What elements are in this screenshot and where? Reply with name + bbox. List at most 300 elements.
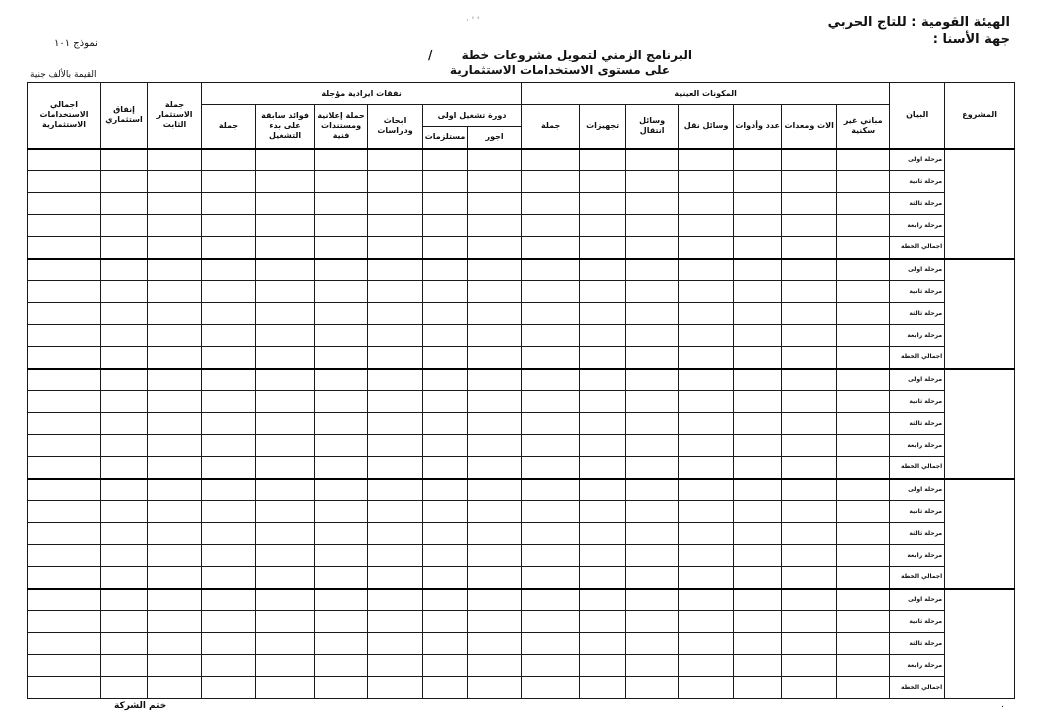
value-cell[interactable] <box>782 303 837 325</box>
value-cell[interactable] <box>315 215 368 237</box>
value-cell[interactable] <box>28 237 101 259</box>
value-cell[interactable] <box>734 171 782 193</box>
value-cell[interactable] <box>315 611 368 633</box>
value-cell[interactable] <box>256 237 315 259</box>
value-cell[interactable] <box>734 523 782 545</box>
value-cell[interactable] <box>202 545 256 567</box>
value-cell[interactable] <box>315 413 368 435</box>
value-cell[interactable] <box>468 523 522 545</box>
value-cell[interactable] <box>580 391 626 413</box>
value-cell[interactable] <box>423 457 468 479</box>
value-cell[interactable] <box>256 193 315 215</box>
value-cell[interactable] <box>837 655 890 677</box>
value-cell[interactable] <box>202 281 256 303</box>
value-cell[interactable] <box>626 501 679 523</box>
value-cell[interactable] <box>28 215 101 237</box>
value-cell[interactable] <box>679 215 734 237</box>
value-cell[interactable] <box>626 677 679 699</box>
value-cell[interactable] <box>734 281 782 303</box>
value-cell[interactable] <box>522 523 580 545</box>
value-cell[interactable] <box>580 303 626 325</box>
value-cell[interactable] <box>28 281 101 303</box>
value-cell[interactable] <box>101 677 148 699</box>
value-cell[interactable] <box>315 523 368 545</box>
value-cell[interactable] <box>148 545 202 567</box>
value-cell[interactable] <box>423 501 468 523</box>
value-cell[interactable] <box>28 611 101 633</box>
value-cell[interactable] <box>679 479 734 501</box>
value-cell[interactable] <box>837 589 890 611</box>
value-cell[interactable] <box>679 435 734 457</box>
value-cell[interactable] <box>580 545 626 567</box>
value-cell[interactable] <box>837 237 890 259</box>
value-cell[interactable] <box>423 655 468 677</box>
value-cell[interactable] <box>423 413 468 435</box>
value-cell[interactable] <box>423 237 468 259</box>
value-cell[interactable] <box>734 633 782 655</box>
value-cell[interactable] <box>734 435 782 457</box>
value-cell[interactable] <box>782 479 837 501</box>
value-cell[interactable] <box>368 611 423 633</box>
value-cell[interactable] <box>679 171 734 193</box>
value-cell[interactable] <box>101 171 148 193</box>
value-cell[interactable] <box>256 677 315 699</box>
value-cell[interactable] <box>580 413 626 435</box>
value-cell[interactable] <box>202 479 256 501</box>
value-cell[interactable] <box>28 633 101 655</box>
value-cell[interactable] <box>626 325 679 347</box>
value-cell[interactable] <box>468 303 522 325</box>
value-cell[interactable] <box>626 193 679 215</box>
value-cell[interactable] <box>368 325 423 347</box>
value-cell[interactable] <box>626 347 679 369</box>
value-cell[interactable] <box>256 611 315 633</box>
value-cell[interactable] <box>28 149 101 171</box>
value-cell[interactable] <box>202 237 256 259</box>
value-cell[interactable] <box>626 479 679 501</box>
value-cell[interactable] <box>580 215 626 237</box>
value-cell[interactable] <box>734 369 782 391</box>
value-cell[interactable] <box>28 655 101 677</box>
value-cell[interactable] <box>782 633 837 655</box>
value-cell[interactable] <box>580 677 626 699</box>
value-cell[interactable] <box>202 391 256 413</box>
value-cell[interactable] <box>368 655 423 677</box>
value-cell[interactable] <box>423 281 468 303</box>
value-cell[interactable] <box>626 435 679 457</box>
value-cell[interactable] <box>580 149 626 171</box>
value-cell[interactable] <box>148 479 202 501</box>
value-cell[interactable] <box>148 677 202 699</box>
value-cell[interactable] <box>202 259 256 281</box>
value-cell[interactable] <box>837 149 890 171</box>
value-cell[interactable] <box>626 237 679 259</box>
value-cell[interactable] <box>837 413 890 435</box>
value-cell[interactable] <box>148 193 202 215</box>
value-cell[interactable] <box>256 171 315 193</box>
value-cell[interactable] <box>202 523 256 545</box>
value-cell[interactable] <box>626 523 679 545</box>
value-cell[interactable] <box>782 589 837 611</box>
value-cell[interactable] <box>837 347 890 369</box>
value-cell[interactable] <box>368 435 423 457</box>
value-cell[interactable] <box>256 479 315 501</box>
value-cell[interactable] <box>522 567 580 589</box>
value-cell[interactable] <box>626 369 679 391</box>
value-cell[interactable] <box>202 149 256 171</box>
value-cell[interactable] <box>837 435 890 457</box>
value-cell[interactable] <box>368 457 423 479</box>
value-cell[interactable] <box>679 413 734 435</box>
value-cell[interactable] <box>522 325 580 347</box>
value-cell[interactable] <box>782 413 837 435</box>
value-cell[interactable] <box>522 215 580 237</box>
value-cell[interactable] <box>148 633 202 655</box>
value-cell[interactable] <box>580 281 626 303</box>
value-cell[interactable] <box>679 259 734 281</box>
value-cell[interactable] <box>256 589 315 611</box>
value-cell[interactable] <box>148 655 202 677</box>
value-cell[interactable] <box>256 369 315 391</box>
value-cell[interactable] <box>580 589 626 611</box>
value-cell[interactable] <box>468 171 522 193</box>
value-cell[interactable] <box>782 193 837 215</box>
value-cell[interactable] <box>315 589 368 611</box>
value-cell[interactable] <box>468 193 522 215</box>
value-cell[interactable] <box>626 149 679 171</box>
value-cell[interactable] <box>28 391 101 413</box>
value-cell[interactable] <box>202 633 256 655</box>
project-cell[interactable] <box>945 589 1015 699</box>
value-cell[interactable] <box>202 567 256 589</box>
value-cell[interactable] <box>101 457 148 479</box>
value-cell[interactable] <box>423 677 468 699</box>
value-cell[interactable] <box>837 391 890 413</box>
value-cell[interactable] <box>148 237 202 259</box>
value-cell[interactable] <box>679 391 734 413</box>
value-cell[interactable] <box>626 567 679 589</box>
value-cell[interactable] <box>580 633 626 655</box>
value-cell[interactable] <box>679 523 734 545</box>
value-cell[interactable] <box>256 391 315 413</box>
value-cell[interactable] <box>734 677 782 699</box>
value-cell[interactable] <box>148 589 202 611</box>
value-cell[interactable] <box>782 149 837 171</box>
value-cell[interactable] <box>101 215 148 237</box>
value-cell[interactable] <box>580 237 626 259</box>
value-cell[interactable] <box>522 435 580 457</box>
value-cell[interactable] <box>522 171 580 193</box>
value-cell[interactable] <box>368 281 423 303</box>
project-cell[interactable] <box>945 149 1015 259</box>
value-cell[interactable] <box>782 567 837 589</box>
value-cell[interactable] <box>626 633 679 655</box>
value-cell[interactable] <box>626 215 679 237</box>
value-cell[interactable] <box>101 655 148 677</box>
value-cell[interactable] <box>837 259 890 281</box>
value-cell[interactable] <box>782 435 837 457</box>
value-cell[interactable] <box>782 523 837 545</box>
value-cell[interactable] <box>837 303 890 325</box>
value-cell[interactable] <box>837 457 890 479</box>
value-cell[interactable] <box>837 545 890 567</box>
value-cell[interactable] <box>202 589 256 611</box>
value-cell[interactable] <box>101 567 148 589</box>
value-cell[interactable] <box>148 281 202 303</box>
value-cell[interactable] <box>148 457 202 479</box>
value-cell[interactable] <box>256 303 315 325</box>
value-cell[interactable] <box>734 479 782 501</box>
value-cell[interactable] <box>580 347 626 369</box>
value-cell[interactable] <box>315 655 368 677</box>
value-cell[interactable] <box>580 479 626 501</box>
value-cell[interactable] <box>423 567 468 589</box>
value-cell[interactable] <box>468 589 522 611</box>
value-cell[interactable] <box>368 677 423 699</box>
value-cell[interactable] <box>368 479 423 501</box>
value-cell[interactable] <box>734 501 782 523</box>
value-cell[interactable] <box>522 633 580 655</box>
value-cell[interactable] <box>679 347 734 369</box>
value-cell[interactable] <box>28 171 101 193</box>
value-cell[interactable] <box>468 567 522 589</box>
value-cell[interactable] <box>522 655 580 677</box>
value-cell[interactable] <box>734 347 782 369</box>
value-cell[interactable] <box>101 391 148 413</box>
value-cell[interactable] <box>423 545 468 567</box>
value-cell[interactable] <box>734 259 782 281</box>
value-cell[interactable] <box>101 523 148 545</box>
value-cell[interactable] <box>28 523 101 545</box>
value-cell[interactable] <box>101 237 148 259</box>
value-cell[interactable] <box>368 259 423 281</box>
value-cell[interactable] <box>468 633 522 655</box>
value-cell[interactable] <box>734 457 782 479</box>
value-cell[interactable] <box>101 413 148 435</box>
value-cell[interactable] <box>315 633 368 655</box>
value-cell[interactable] <box>423 523 468 545</box>
value-cell[interactable] <box>782 457 837 479</box>
value-cell[interactable] <box>626 303 679 325</box>
value-cell[interactable] <box>101 347 148 369</box>
value-cell[interactable] <box>148 259 202 281</box>
value-cell[interactable] <box>28 677 101 699</box>
value-cell[interactable] <box>837 325 890 347</box>
value-cell[interactable] <box>315 259 368 281</box>
value-cell[interactable] <box>679 325 734 347</box>
value-cell[interactable] <box>837 369 890 391</box>
value-cell[interactable] <box>423 611 468 633</box>
value-cell[interactable] <box>679 193 734 215</box>
value-cell[interactable] <box>468 391 522 413</box>
value-cell[interactable] <box>202 171 256 193</box>
value-cell[interactable] <box>782 677 837 699</box>
value-cell[interactable] <box>148 171 202 193</box>
project-cell[interactable] <box>945 479 1015 589</box>
value-cell[interactable] <box>315 435 368 457</box>
value-cell[interactable] <box>368 303 423 325</box>
value-cell[interactable] <box>148 435 202 457</box>
value-cell[interactable] <box>522 391 580 413</box>
value-cell[interactable] <box>468 435 522 457</box>
value-cell[interactable] <box>148 523 202 545</box>
value-cell[interactable] <box>837 501 890 523</box>
value-cell[interactable] <box>28 501 101 523</box>
value-cell[interactable] <box>522 303 580 325</box>
value-cell[interactable] <box>734 149 782 171</box>
value-cell[interactable] <box>468 611 522 633</box>
value-cell[interactable] <box>580 611 626 633</box>
value-cell[interactable] <box>315 567 368 589</box>
value-cell[interactable] <box>28 567 101 589</box>
value-cell[interactable] <box>256 501 315 523</box>
value-cell[interactable] <box>522 193 580 215</box>
value-cell[interactable] <box>315 281 368 303</box>
value-cell[interactable] <box>101 303 148 325</box>
value-cell[interactable] <box>522 479 580 501</box>
value-cell[interactable] <box>368 501 423 523</box>
value-cell[interactable] <box>28 259 101 281</box>
value-cell[interactable] <box>782 369 837 391</box>
value-cell[interactable] <box>101 479 148 501</box>
value-cell[interactable] <box>679 655 734 677</box>
value-cell[interactable] <box>468 677 522 699</box>
value-cell[interactable] <box>256 567 315 589</box>
value-cell[interactable] <box>837 611 890 633</box>
value-cell[interactable] <box>734 413 782 435</box>
value-cell[interactable] <box>315 237 368 259</box>
value-cell[interactable] <box>202 655 256 677</box>
value-cell[interactable] <box>28 479 101 501</box>
value-cell[interactable] <box>734 567 782 589</box>
value-cell[interactable] <box>468 325 522 347</box>
value-cell[interactable] <box>315 545 368 567</box>
value-cell[interactable] <box>101 633 148 655</box>
value-cell[interactable] <box>101 281 148 303</box>
value-cell[interactable] <box>468 655 522 677</box>
value-cell[interactable] <box>580 369 626 391</box>
value-cell[interactable] <box>148 303 202 325</box>
value-cell[interactable] <box>782 325 837 347</box>
value-cell[interactable] <box>368 391 423 413</box>
value-cell[interactable] <box>256 457 315 479</box>
value-cell[interactable] <box>734 589 782 611</box>
value-cell[interactable] <box>679 611 734 633</box>
value-cell[interactable] <box>468 545 522 567</box>
value-cell[interactable] <box>679 457 734 479</box>
value-cell[interactable] <box>679 567 734 589</box>
value-cell[interactable] <box>148 567 202 589</box>
value-cell[interactable] <box>202 193 256 215</box>
value-cell[interactable] <box>368 545 423 567</box>
value-cell[interactable] <box>468 457 522 479</box>
value-cell[interactable] <box>202 457 256 479</box>
value-cell[interactable] <box>423 193 468 215</box>
value-cell[interactable] <box>522 677 580 699</box>
value-cell[interactable] <box>368 347 423 369</box>
value-cell[interactable] <box>626 281 679 303</box>
value-cell[interactable] <box>315 369 368 391</box>
value-cell[interactable] <box>837 633 890 655</box>
project-cell[interactable] <box>945 369 1015 479</box>
value-cell[interactable] <box>782 347 837 369</box>
value-cell[interactable] <box>782 259 837 281</box>
value-cell[interactable] <box>734 237 782 259</box>
value-cell[interactable] <box>837 523 890 545</box>
value-cell[interactable] <box>315 347 368 369</box>
value-cell[interactable] <box>368 237 423 259</box>
value-cell[interactable] <box>782 611 837 633</box>
value-cell[interactable] <box>256 149 315 171</box>
value-cell[interactable] <box>468 413 522 435</box>
value-cell[interactable] <box>315 325 368 347</box>
value-cell[interactable] <box>148 501 202 523</box>
value-cell[interactable] <box>679 545 734 567</box>
value-cell[interactable] <box>626 589 679 611</box>
value-cell[interactable] <box>734 611 782 633</box>
value-cell[interactable] <box>202 501 256 523</box>
value-cell[interactable] <box>679 501 734 523</box>
value-cell[interactable] <box>148 149 202 171</box>
value-cell[interactable] <box>101 369 148 391</box>
value-cell[interactable] <box>522 413 580 435</box>
value-cell[interactable] <box>580 193 626 215</box>
value-cell[interactable] <box>522 347 580 369</box>
value-cell[interactable] <box>580 501 626 523</box>
value-cell[interactable] <box>782 215 837 237</box>
value-cell[interactable] <box>580 435 626 457</box>
value-cell[interactable] <box>101 435 148 457</box>
value-cell[interactable] <box>148 369 202 391</box>
value-cell[interactable] <box>28 413 101 435</box>
value-cell[interactable] <box>28 545 101 567</box>
value-cell[interactable] <box>202 413 256 435</box>
value-cell[interactable] <box>256 281 315 303</box>
value-cell[interactable] <box>837 567 890 589</box>
value-cell[interactable] <box>782 655 837 677</box>
value-cell[interactable] <box>679 149 734 171</box>
value-cell[interactable] <box>315 479 368 501</box>
value-cell[interactable] <box>782 237 837 259</box>
value-cell[interactable] <box>368 193 423 215</box>
value-cell[interactable] <box>101 149 148 171</box>
value-cell[interactable] <box>423 369 468 391</box>
value-cell[interactable] <box>626 655 679 677</box>
value-cell[interactable] <box>28 303 101 325</box>
value-cell[interactable] <box>101 545 148 567</box>
value-cell[interactable] <box>202 303 256 325</box>
value-cell[interactable] <box>734 391 782 413</box>
value-cell[interactable] <box>256 325 315 347</box>
value-cell[interactable] <box>368 567 423 589</box>
value-cell[interactable] <box>782 501 837 523</box>
value-cell[interactable] <box>837 677 890 699</box>
value-cell[interactable] <box>468 259 522 281</box>
value-cell[interactable] <box>315 677 368 699</box>
value-cell[interactable] <box>837 193 890 215</box>
value-cell[interactable] <box>626 611 679 633</box>
value-cell[interactable] <box>315 501 368 523</box>
value-cell[interactable] <box>522 589 580 611</box>
value-cell[interactable] <box>679 237 734 259</box>
value-cell[interactable] <box>315 457 368 479</box>
value-cell[interactable] <box>679 633 734 655</box>
value-cell[interactable] <box>837 281 890 303</box>
value-cell[interactable] <box>522 611 580 633</box>
value-cell[interactable] <box>522 369 580 391</box>
value-cell[interactable] <box>423 479 468 501</box>
value-cell[interactable] <box>626 171 679 193</box>
